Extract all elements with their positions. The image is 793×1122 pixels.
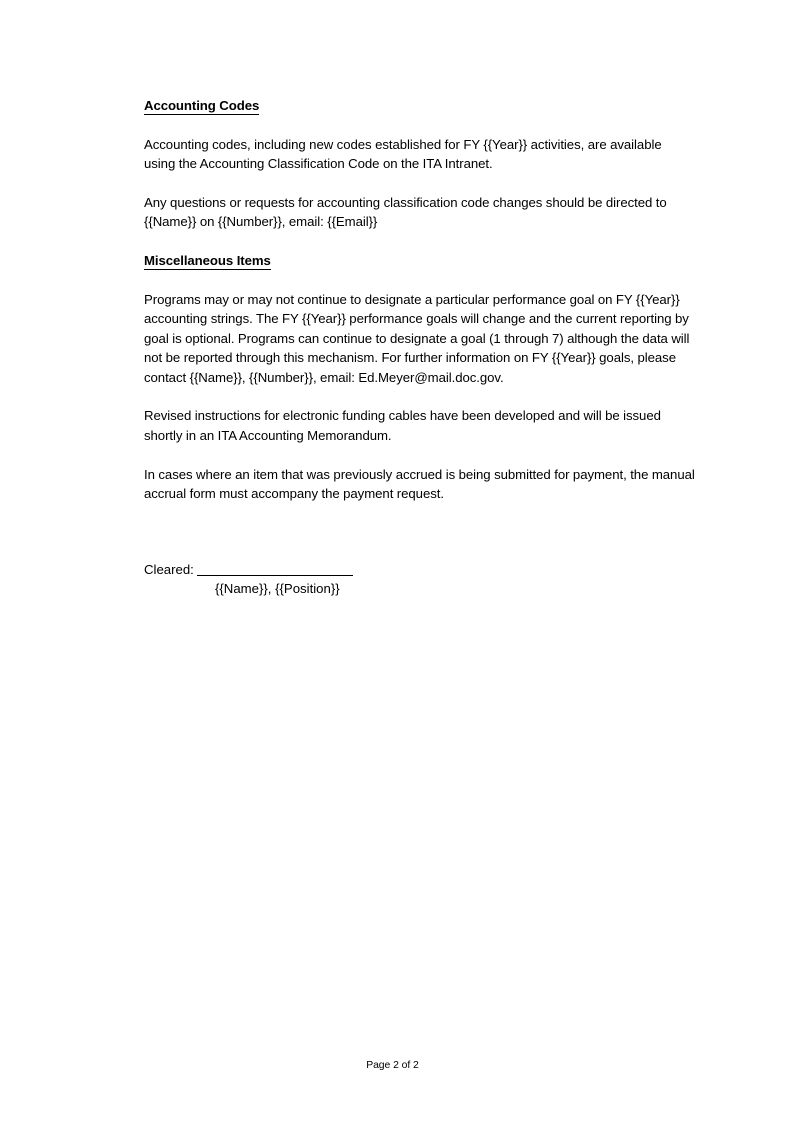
section-heading-accounting-codes-text: Accounting Codes: [144, 98, 260, 113]
cleared-row: [144, 560, 695, 579]
spacer: [144, 387, 695, 406]
paragraph-miscellaneous-2: Revised instructions for electronic funding cables have been developed and will be issued shortly in an ITA Accounting Memorandum.: [144, 408, 661, 443]
spacer: [144, 115, 695, 134]
signature-line: [197, 575, 353, 576]
document-body: [144, 96, 695, 503]
section-heading-miscellaneous-items: [144, 251, 695, 270]
signature-block: [144, 560, 695, 599]
footer-page-number: Page 2 of 2: [366, 1060, 419, 1071]
section-heading-miscellaneous-items-text: Miscellaneous Items: [144, 253, 271, 269]
paragraph-miscellaneous-1: Programs may or may not continue to designate a particular performance goal on FY {{Year}} accounting strings. The FY {{Year}} performance goals will change and the current reporting by goal is optional. Programs can continue to designate a goal (1 through 7) although the data will not be reported through this mechanism. For further information on FY {{Year}} goals, please contact {{Name}}, {{Number}}, email: Ed.Meyer@mail.doc.gov.: [144, 292, 690, 385]
paragraph-accounting-codes-1: Accounting codes, including new codes established for FY {{Year}} activities, are available using the Accounting Classification Code on the ITA Intranet.: [144, 136, 662, 172]
spacer: [144, 174, 695, 193]
spacer: [144, 232, 695, 251]
cleared-label: Cleared:: [144, 562, 194, 577]
spacer: [144, 271, 695, 290]
spacer: [144, 445, 695, 464]
section-heading-accounting-codes: [144, 96, 695, 115]
signature-name-position: {{Name}}, {{Position}}: [215, 581, 340, 597]
page-footer: [0, 1059, 793, 1073]
paragraph-accounting-codes-2: Any questions or requests for accounting classification code changes should be directed to {{Name}} on {{Number}}, email: {{Email}}: [144, 195, 667, 230]
paragraph-miscellaneous-3: In cases where an item that was previously accrued is being submitted for payment, the manual accrual form must accompany the payment request.: [144, 466, 695, 502]
